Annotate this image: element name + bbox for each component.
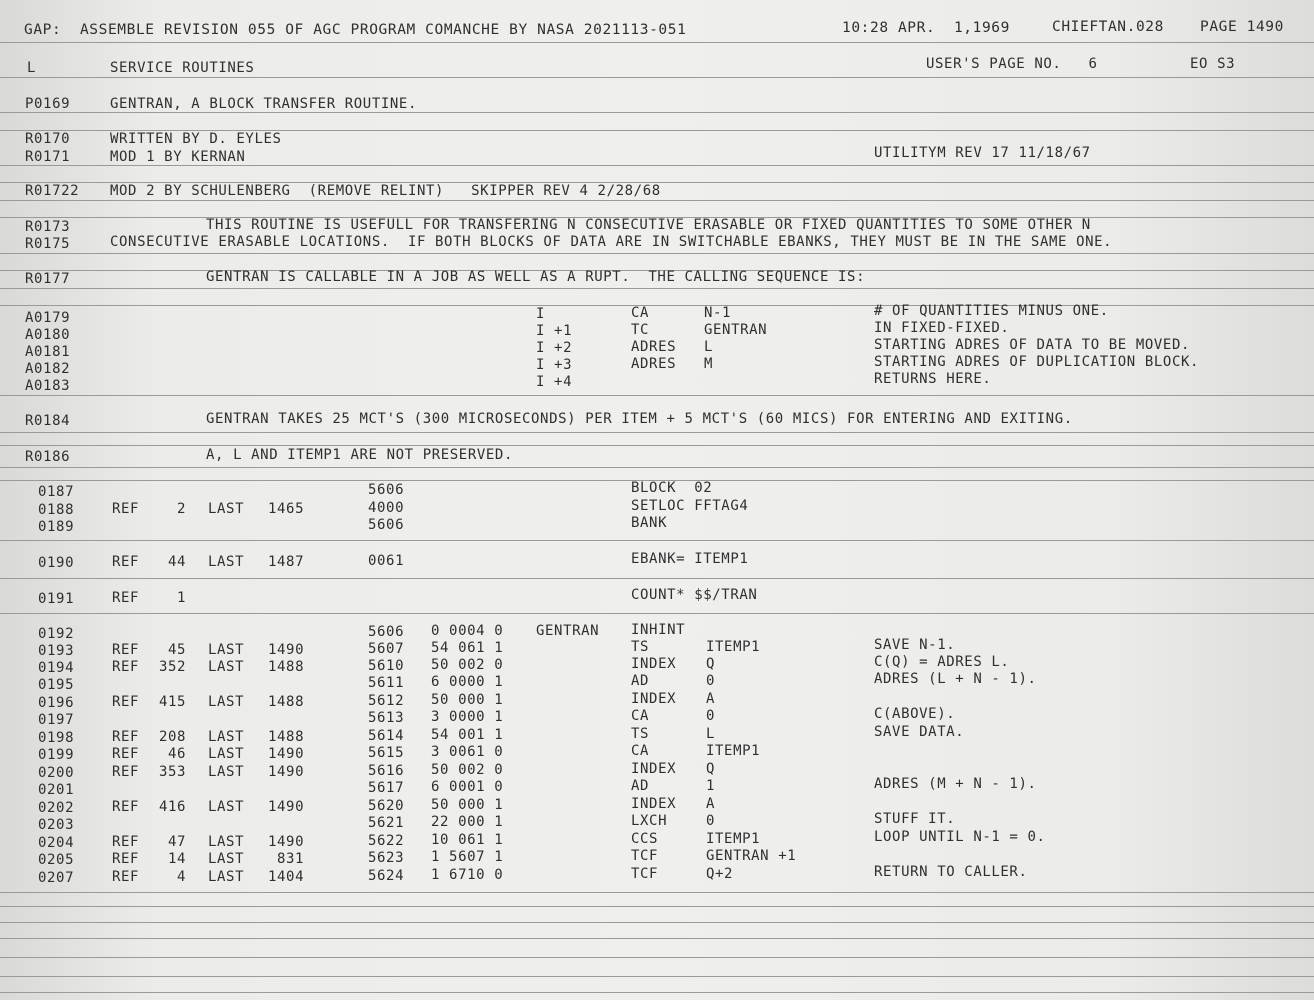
last-label: LAST [208,729,245,745]
code-comment: C(ABOVE). [874,706,956,722]
memory-address: 5623 [368,850,405,866]
ref-label: REF [112,746,140,762]
remark-id: R0177 [25,271,71,287]
code-operand: ITEMP1 [706,831,761,847]
code-opcode: INDEX [631,796,677,812]
octal-word: 54 061 1 [431,640,504,656]
calling-opcode: ADRES [631,356,677,372]
remark-text: MOD 2 BY SCHULENBERG (REMOVE RELINT) SKIPPER REV 4 2/28/68 [110,183,661,199]
code-comment: RETURN TO CALLER. [874,864,1028,880]
calling-operand: L [704,339,714,355]
memory-address: 5621 [368,815,405,831]
memory-address: 0061 [368,553,405,569]
remark-right-note: UTILITYM REV 17 11/18/67 [874,145,1091,161]
ref-count: 44 [168,554,187,570]
calling-line-id: A0181 [25,344,71,360]
ref-label: REF [112,642,140,658]
last-page: 1487 [268,554,305,570]
users-page-number: USER'S PAGE NO. 6 [926,56,1098,72]
calling-location: I +1 [536,323,573,339]
header-title: GAP: ASSEMBLE REVISION 055 OF AGC PROGRAM COMANCHE BY NASA 2021113-051 [24,22,687,38]
remark-text: WRITTEN BY D. EYLES [110,131,282,147]
ref-count: 4 [177,869,187,885]
calling-location: I [536,306,546,322]
rule-line [0,938,1314,939]
octal-word: 10 061 1 [431,832,504,848]
header-page: PAGE 1490 [1200,19,1284,35]
remark-text: GENTRAN TAKES 25 MCT'S (300 MICROSECONDS) PER ITEM + 5 MCT'S (60 MICS) FOR ENTERING AND EXITING. [206,411,1073,427]
rule-line [0,305,1314,306]
last-label: LAST [208,554,245,570]
rule-line [0,445,1314,446]
code-operand: Q [706,761,716,777]
ref-label: REF [112,590,140,606]
calling-line-id: A0183 [25,378,71,394]
last-label: LAST [208,834,245,850]
octal-word: 50 002 0 [431,762,504,778]
last-page: 1490 [268,764,305,780]
memory-address: 5615 [368,745,405,761]
memory-address: 5612 [368,693,405,709]
octal-word: 1 5607 1 [431,849,504,865]
calling-line-id: A0179 [25,310,71,326]
rule-line [0,992,1314,993]
ref-label: REF [112,554,140,570]
octal-word: 22 000 1 [431,814,504,830]
last-page: 1490 [268,799,305,815]
ref-label: REF [112,851,140,867]
code-opcode: TS [631,726,650,742]
rule-line [0,976,1314,977]
octal-word: 0 0004 0 [431,623,504,639]
last-page: 1465 [268,501,305,517]
code-operand: L [706,726,716,742]
code-opcode: INHINT [631,622,686,638]
remark-id: R0184 [25,413,71,429]
code-comment: STUFF IT. [874,811,956,827]
remark-text: GENTRAN IS CALLABLE IN A JOB AS WELL AS A RUPT. THE CALLING SEQUENCE IS: [206,269,866,285]
calling-comment: # OF QUANTITIES MINUS ONE. [874,303,1109,319]
code-line-id: 0195 [38,677,75,693]
code-operand: 0 [706,813,716,829]
code-comment: ADRES (L + N - 1). [874,671,1037,687]
memory-address: 5614 [368,728,405,744]
code-comment: C(Q) = ADRES L. [874,654,1010,670]
calling-operand: N-1 [704,305,732,321]
code-line-id: 0197 [38,712,75,728]
calling-comment: RETURNS HERE. [874,371,992,387]
code-opcode: BANK [631,515,668,531]
ref-label: REF [112,799,140,815]
code-operand: ITEMP1 [706,743,761,759]
memory-address: 5624 [368,868,405,884]
ref-label: REF [112,834,140,850]
code-opcode: INDEX [631,656,677,672]
octal-word: 6 0000 1 [431,674,504,690]
octal-word: 3 0061 0 [431,744,504,760]
last-page: 1488 [268,694,305,710]
code-opcode: LXCH [631,813,668,829]
ref-count: 415 [159,694,187,710]
last-label: LAST [208,642,245,658]
code-line-id: 0188 [38,502,75,518]
last-label: LAST [208,501,245,517]
rule-line [0,540,1314,541]
remark-id: R0170 [25,131,71,147]
last-label: LAST [208,659,245,675]
calling-opcode: ADRES [631,339,677,355]
rule-line [0,922,1314,923]
header-time: 10:28 APR. 1,1969 [842,20,1010,36]
ref-label: REF [112,694,140,710]
code-line-id: 0192 [38,626,75,642]
remark-text: THIS ROUTINE IS USEFULL FOR TRANSFERING N CONSECUTIVE ERASABLE OR FIXED QUANTITIES TO SOME OTHER N [206,217,1091,233]
last-label: LAST [208,694,245,710]
code-operand: 1 [706,778,716,794]
code-operand: ITEMP1 [706,639,761,655]
rule-line [0,395,1314,396]
rule-line [0,613,1314,614]
calling-comment: STARTING ADRES OF DUPLICATION BLOCK. [874,354,1200,370]
rule-line [0,906,1314,907]
code-comment: SAVE N-1. [874,637,956,653]
last-label: LAST [208,869,245,885]
calling-operand: M [704,356,714,372]
code-line-id: 0199 [38,747,75,763]
code-opcode: EBANK= ITEMP1 [631,551,749,567]
code-line-id: 0194 [38,660,75,676]
code-opcode: CA [631,743,650,759]
rule-line [0,112,1314,113]
section-title: SERVICE ROUTINES [110,60,255,76]
rule-line [0,42,1314,43]
memory-address: 5620 [368,798,405,814]
code-opcode: TCF [631,866,659,882]
code-line-id: 0201 [38,782,75,798]
memory-address: 5617 [368,780,405,796]
code-line-id: 0187 [38,484,75,500]
rule-line [0,200,1314,201]
code-opcode: AD [631,778,650,794]
memory-address: 5611 [368,675,405,691]
code-line-id: 0193 [38,643,75,659]
calling-location: I +2 [536,340,573,356]
ref-count: 47 [168,834,187,850]
remark-id: R0186 [25,449,71,465]
octal-word: 3 0000 1 [431,709,504,725]
section-letter: L [27,60,37,76]
code-opcode: INDEX [631,691,677,707]
remark-text: CONSECUTIVE ERASABLE LOCATIONS. IF BOTH BLOCKS OF DATA ARE IN SWITCHABLE EBANKS, THEY MUST BE IN THE SAME ONE. [110,234,1113,250]
code-opcode: SETLOC FFTAG4 [631,498,749,514]
rule-line [0,165,1314,166]
code-line-id: 0205 [38,852,75,868]
code-line-id: 0202 [38,800,75,816]
octal-word: 50 002 0 [431,657,504,673]
calling-opcode: TC [631,322,650,338]
calling-comment: STARTING ADRES OF DATA TO BE MOVED. [874,337,1191,353]
memory-address: 5613 [368,710,405,726]
code-label: GENTRAN [536,623,600,639]
remark-text: MOD 1 BY KERNAN [110,149,246,165]
last-page: 1490 [268,834,305,850]
ref-count: 208 [159,729,187,745]
rule-line [0,957,1314,958]
header-file: CHIEFTAN.028 [1052,19,1164,35]
code-opcode: TCF [631,848,659,864]
ref-label: REF [112,869,140,885]
octal-word: 1 6710 0 [431,867,504,883]
code-operand: Q [706,656,716,672]
calling-location: I +4 [536,374,573,390]
code-opcode: AD [631,673,650,689]
code-operand: A [706,691,716,707]
code-comment: SAVE DATA. [874,724,965,740]
code-line-id: 0203 [38,817,75,833]
rule-line [0,253,1314,254]
code-operand: A [706,796,716,812]
ref-count: 14 [168,851,187,867]
remark-id: R0175 [25,236,71,252]
memory-address: 5610 [368,658,405,674]
last-page: 1488 [268,659,305,675]
ref-count: 45 [168,642,187,658]
rule-line [0,578,1314,579]
memory-address: 5607 [368,641,405,657]
code-operand: Q+2 [706,866,734,882]
code-comment: ADRES (M + N - 1). [874,776,1037,792]
memory-address: 5606 [368,517,405,533]
octal-word: 50 000 1 [431,692,504,708]
rule-line [0,288,1314,289]
calling-operand: GENTRAN [704,322,768,338]
last-label: LAST [208,799,245,815]
code-opcode: CA [631,708,650,724]
last-label: LAST [208,746,245,762]
remark-text: GENTRAN, A BLOCK TRANSFER ROUTINE. [110,96,417,112]
ref-count: 353 [159,764,187,780]
ref-count: 352 [159,659,187,675]
last-page: 1490 [268,746,305,762]
rule-line [0,892,1314,893]
code-operand: GENTRAN +1 [706,848,797,864]
ref-count: 1 [177,590,187,606]
ref-count: 46 [168,746,187,762]
ref-label: REF [112,659,140,675]
memory-address: 5616 [368,763,405,779]
last-page: 831 [277,851,305,867]
last-page: 1490 [268,642,305,658]
calling-line-id: A0182 [25,361,71,377]
memory-address: 5606 [368,482,405,498]
remark-id: R0173 [25,219,71,235]
section-code: EO S3 [1190,56,1236,72]
octal-word: 54 001 1 [431,727,504,743]
memory-address: 4000 [368,500,405,516]
code-line-id: 0207 [38,870,75,886]
calling-location: I +3 [536,357,573,373]
code-operand: 0 [706,708,716,724]
code-opcode: COUNT* $$/TRAN [631,587,758,603]
octal-word: 50 000 1 [431,797,504,813]
memory-address: 5606 [368,624,405,640]
ref-label: REF [112,764,140,780]
ref-label: REF [112,729,140,745]
code-line-id: 0190 [38,555,75,571]
remark-id: R0171 [25,149,71,165]
remark-id: P0169 [25,96,71,112]
code-line-id: 0204 [38,835,75,851]
last-page: 1488 [268,729,305,745]
last-label: LAST [208,764,245,780]
memory-address: 5622 [368,833,405,849]
code-opcode: BLOCK 02 [631,480,713,496]
code-line-id: 0196 [38,695,75,711]
code-opcode: CCS [631,831,659,847]
code-line-id: 0189 [38,519,75,535]
rule-line [0,432,1314,433]
code-comment: LOOP UNTIL N-1 = 0. [874,829,1046,845]
ref-label: REF [112,501,140,517]
code-line-id: 0200 [38,765,75,781]
code-line-id: 0191 [38,591,75,607]
calling-comment: IN FIXED-FIXED. [874,320,1010,336]
last-label: LAST [208,851,245,867]
octal-word: 6 0001 0 [431,779,504,795]
remark-id: R01722 [25,183,80,199]
code-opcode: INDEX [631,761,677,777]
ref-count: 416 [159,799,187,815]
code-line-id: 0198 [38,730,75,746]
ref-count: 2 [177,501,187,517]
code-operand: 0 [706,673,716,689]
rule-line [0,467,1314,468]
code-opcode: TS [631,639,650,655]
last-page: 1404 [268,869,305,885]
rule-line [0,77,1314,78]
calling-opcode: CA [631,305,650,321]
remark-text: A, L AND ITEMP1 ARE NOT PRESERVED. [206,447,513,463]
calling-line-id: A0180 [25,327,71,343]
